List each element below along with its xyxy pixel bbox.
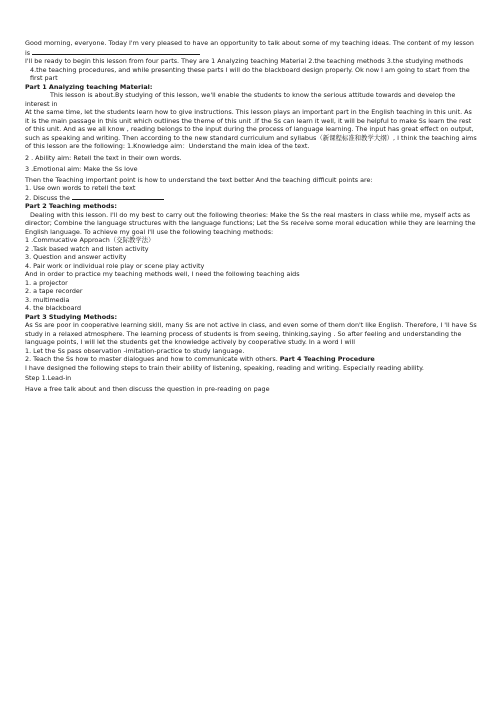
part3-paragraph-1: As Ss are poor in cooperative learning skill, many Ss are not active in class, and even some of them don't like English. Therefore, I 'll have Ss study in a relaxed atmosphere. The learning process of students is from seeing, thinking,saying . So after feeling and understanding the language points, I will let the students get the knowledge actively by cooperative study. In a word I will <box>25 321 477 346</box>
method-1: 1 .Commucative Approach（交际教学法） <box>25 236 155 244</box>
part2-paragraph-2: And in order to practice my teaching methods well, I need the following teaching aids <box>25 270 300 278</box>
discuss-blank-line <box>72 193 164 200</box>
part2-paragraph-1 <box>25 211 477 237</box>
study-item-2: 2. Teach the Ss how to master dialogues and how to communicate with others. <box>25 355 278 363</box>
part4-heading: Part 4 Teaching Procedure <box>279 355 375 363</box>
difficult-point-1: 1. Use own words to retell the text <box>25 184 136 192</box>
study-item-1: 1. Let the Ss pass observation -imitation-practice to study language. <box>25 346 245 355</box>
intro-text: Good morning, everyone. Today I'm very pleased to have an opportunity to talk about some of my teaching ideas. The content of my lesson is <box>25 39 474 57</box>
step1-heading: Step 1.Lead-in <box>25 374 72 382</box>
aid-2: 2. a tape recorder <box>25 287 83 295</box>
study-item-2-with-part4 <box>25 355 477 364</box>
aid-4: 4. the blackboard <box>25 304 82 312</box>
ability-aim: 2 . Ability aim: Retell the text in their own words. <box>25 153 182 162</box>
part1-paragraph-3: Then the Teaching important point is how to understand the text better And the teaching difficult points are: <box>25 175 373 184</box>
difficult-point-2 <box>25 193 477 203</box>
content-blank-line <box>32 48 200 55</box>
emotional-aim: 3 .Emotional aim: Make the Ss love <box>25 165 138 173</box>
difficult-point-2-text: 2. Discuss the <box>25 193 70 202</box>
part3-heading: Part 3 Studying Methods: <box>25 312 118 321</box>
part2-heading: Part 2 Teaching methods: <box>25 202 117 210</box>
part4-paragraph-1: I have designed the following steps to train their ability of listening, speaking, reading and writing. Especially reading ability. <box>25 363 424 372</box>
document-page <box>25 39 477 393</box>
method-2: 2 .Task based watch and listen activity <box>25 244 149 253</box>
part4-paragraph-2: Have a free talk about and then discuss the question in pre-reading on page <box>25 384 270 393</box>
method-4: 4. Pair work or individual role play or scene play activity <box>25 261 205 270</box>
intro-paragraph <box>25 39 477 57</box>
intro-parts-paragraph: I'll be ready to begin this lesson from four parts. They are 1 Analyzing teaching Material 2.the teaching methods 3.the studying methods 4.the teaching procedures, and while presenting these parts I will do the blackboard design properly. Ok now I am going to start from the first part <box>25 57 470 82</box>
method-3: 3. Question and answer activity <box>25 253 127 261</box>
part2-paragraph-1-text: Dealing with this lesson. I'll do my best to carry out the following theories: Make the Ss the real masters in class while me, myself acts as director; Combine the language structures with the language functions; Let the Ss receive some moral education while they are learning the English language. To achieve my goal I'll use the following teaching methods: <box>25 210 476 236</box>
part1-heading: Part 1 Analyzing teaching Material: <box>25 82 153 91</box>
aid-3: 3. multimedia <box>25 295 70 304</box>
aid-1: 1. a projector <box>25 278 68 287</box>
part1-paragraph-2: At the same time, let the students learn how to give instructions. This lesson plays an important part in the English teaching in this unit. As it is the main passage in this unit which outlines the theme of this unit .If the Ss can learn it well, it will be helpful to make Ss learn the rest of this unit. And as we all know , reading belongs to the input during the process of language learning. The input has great effect on output, such as speaking and writing. Then according to the new standard curriculum and syllabus（新课程标准和教学大纲）, I think the teaching aims of this lesson are the following: 1.Knowledge aim：Understand the main idea of the text. <box>25 108 477 150</box>
part1-paragraph-1: This lesson is about.By studying of this lesson, we'll enable the students to know the serious attitude towards and develop the interest in <box>25 91 456 108</box>
